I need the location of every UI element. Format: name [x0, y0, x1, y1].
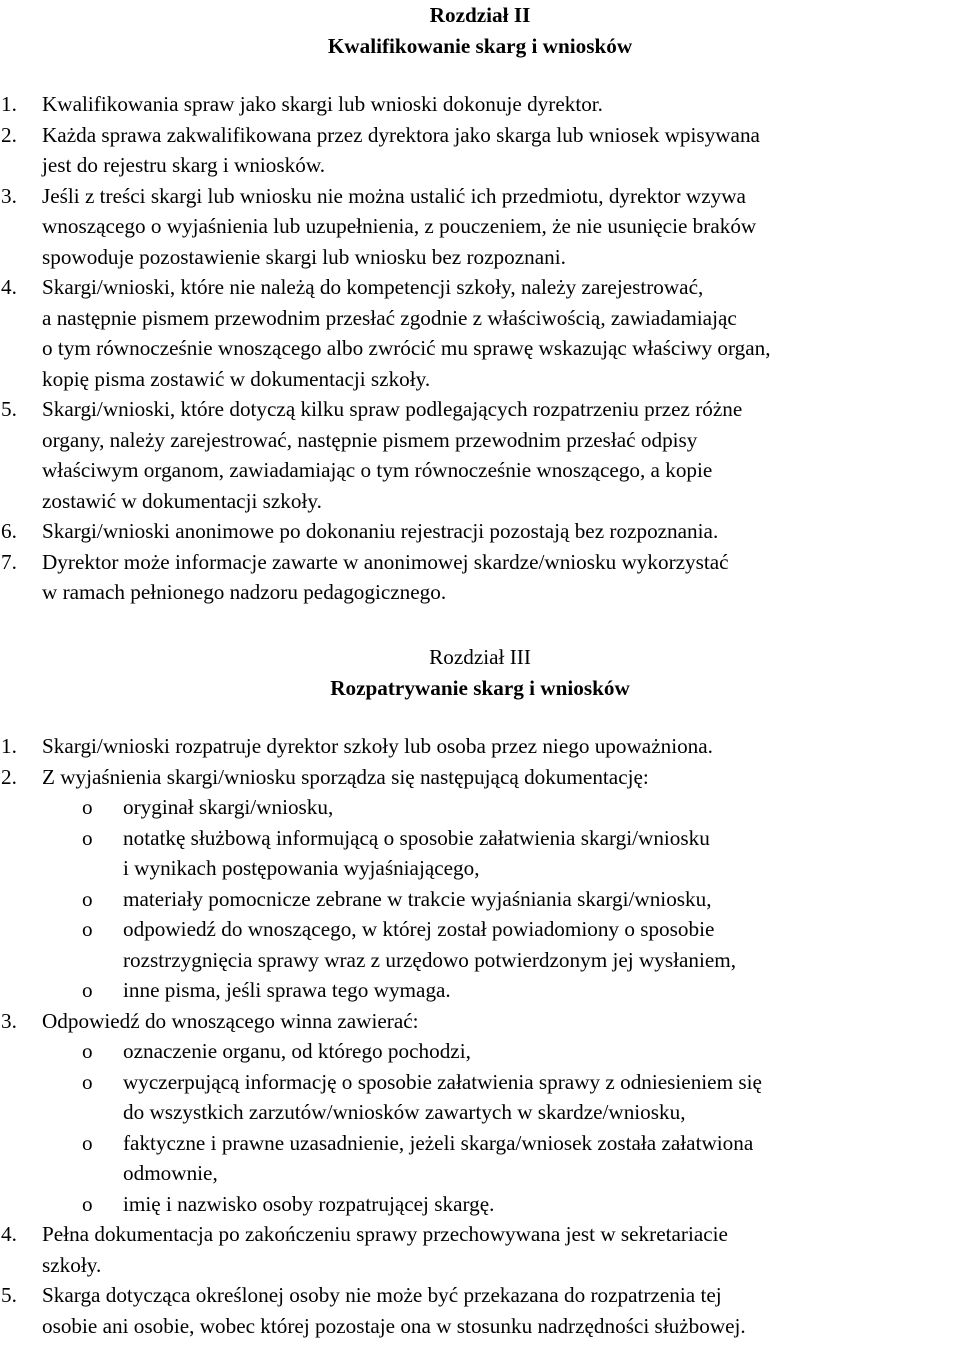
item-number: 6. [1, 519, 17, 543]
item-line: Dyrektor może informacje zawarte w anonimowej skardze/wniosku wykorzystać [42, 549, 729, 574]
sub-list-item [1, 1128, 959, 1189]
sub-item-line: rozstrzygnięcia sprawy wraz z urzędowo potwierdzonym jej wysłaniem, [123, 947, 737, 972]
item-number: 4. [1, 1222, 17, 1246]
list-item [1, 516, 959, 547]
item-line: spowoduje pozostawienie skargi lub wniosku bez rozpoznani. [42, 244, 566, 269]
item-number: 3. [1, 183, 17, 208]
sub-list-item [1, 884, 959, 915]
item-number: 1. [1, 92, 17, 116]
item-line: Skargi/wnioski, które nie należą do kompetencji szkoły, należy zarejestrować, [42, 275, 704, 299]
sub-list-item [1, 975, 959, 1006]
chapter-3-title: Rozpatrywanie skarg i wniosków [330, 675, 630, 700]
bullet-icon: o [82, 1039, 93, 1063]
bullet-icon: o [82, 886, 93, 911]
bullet-icon: o [82, 917, 93, 941]
sub-item-line: wyczerpującą informację o sposobie załatwienia sprawy z odniesieniem się [123, 1069, 762, 1094]
bullet-icon: o [82, 825, 93, 850]
item-line: Pełna dokumentacja po zakończeniu sprawy przechowywana jest w sekretariacie [42, 1222, 728, 1246]
sub-item-line: do wszystkich zarzutów/wniosków zawartych w skardze/wniosku, [123, 1100, 686, 1124]
sub-list-item [1, 823, 959, 884]
chapter-2-title: Kwalifikowanie skarg i wniosków [327, 33, 633, 58]
item-line: szkoły. [42, 1252, 102, 1277]
sub-list-item [1, 1067, 959, 1128]
sub-item-line: oznaczenie organu, od którego pochodzi, [123, 1039, 471, 1063]
sub-item-line: oryginał skargi/wniosku, [123, 795, 334, 819]
list-item [1, 120, 959, 181]
item-line: w ramach pełnionego nadzoru pedagogicznego. [42, 580, 447, 604]
item-line: Odpowiedź do wnoszącego winna zawierać: [42, 1008, 419, 1033]
item-line: organy, należy zarejestrować, następnie pismem przewodnim przesłać odpisy [42, 427, 698, 452]
bullet-icon: o [82, 1191, 93, 1216]
item-number: 5. [1, 1283, 17, 1307]
list-item [1, 1219, 959, 1280]
chapter-3-list [1, 731, 959, 1341]
item-line: kopię pisma zostawić w dokumentacji szkoły. [42, 366, 431, 391]
list-item [1, 89, 959, 120]
sub-item-line: i wynikach postępowania wyjaśniającego, [123, 856, 480, 880]
item-line: Każda sprawa zakwalifikowana przez dyrektora jako skarga lub wniosek wpisywana [42, 122, 760, 147]
item-number: 7. [1, 549, 17, 574]
sub-list-item [1, 1036, 959, 1067]
item-line: Kwalifikowania spraw jako skargi lub wnioski dokonuje dyrektor. [42, 92, 603, 116]
list-item [1, 272, 959, 394]
item-line: Skargi/wnioski, które dotyczą kilku spraw podlegających rozpatrzeniu przez różne [42, 397, 743, 421]
item-line: Skarga dotycząca określonej osoby nie może być przekazana do rozpatrzenia tej [42, 1283, 722, 1307]
item-line: Skargi/wnioski anonimowe po dokonaniu rejestracji pozostają bez rozpoznania. [42, 519, 719, 543]
sub-item-line: notatkę służbową informującą o sposobie załatwienia skargi/wniosku [123, 825, 710, 850]
item-line: o tym równocześnie wnoszącego albo zwrócić mu sprawę wskazując właściwy organ, [42, 336, 771, 360]
chapter-3-heading [0, 642, 960, 703]
bullet-icon: o [82, 795, 93, 819]
bullet-icon: o [82, 1130, 93, 1155]
chapter-3-number: Rozdział III [429, 645, 531, 669]
list-item [1, 547, 959, 608]
item-line: wnoszącego o wyjaśnienia lub uzupełnienia, z pouczeniem, że nie usunięcie braków [42, 214, 757, 238]
sub-item-line: imię i nazwisko osoby rozpatrującej skargę. [123, 1191, 495, 1216]
chapter-2-number: Rozdział II [429, 3, 531, 27]
item-number: 2. [1, 122, 17, 147]
sub-item-line: odpowiedź do wnoszącego, w której został powiadomiony o sposobie [123, 917, 715, 941]
sub-list-item [1, 792, 959, 823]
item-line: osobie ani osobie, wobec której pozostaje ona w stosunku nadrzędności służbowej. [42, 1313, 746, 1338]
chapter-2-list [1, 89, 959, 608]
item-number: 2. [1, 764, 17, 789]
item-number: 3. [1, 1008, 17, 1033]
list-item [1, 731, 959, 762]
sub-list-item [1, 914, 959, 975]
item-number: 1. [1, 734, 17, 758]
chapter-2-heading [0, 0, 960, 61]
item-line: właściwym organom, zawiadamiając o tym równocześnie wnoszącego, a kopie [42, 458, 713, 482]
item-line: Jeśli z treści skargi lub wniosku nie można ustalić ich przedmiotu, dyrektor wzywa [42, 183, 746, 208]
bullet-icon: o [82, 1069, 93, 1094]
sub-item-line: inne pisma, jeśli sprawa tego wymaga. [123, 978, 451, 1002]
item-number: 4. [1, 275, 17, 299]
item-line: Z wyjaśnienia skargi/wniosku sporządza się następującą dokumentację: [42, 764, 649, 789]
item-line: a następnie pismem przewodnim przesłać zgodnie z właściwością, zawiadamiając [42, 305, 737, 330]
item-line: Skargi/wnioski rozpatruje dyrektor szkoły lub osoba przez niego upoważniona. [42, 734, 713, 758]
list-item [1, 1280, 959, 1341]
item-line: zostawić w dokumentacji szkoły. [42, 488, 322, 513]
item-line: jest do rejestru skarg i wniosków. [42, 153, 326, 177]
sub-item-line: materiały pomocnicze zebrane w trakcie wyjaśniania skargi/wniosku, [123, 886, 712, 911]
sub-list-item [1, 1189, 959, 1220]
list-item [1, 1006, 959, 1037]
sub-item-line: faktyczne i prawne uzasadnienie, jeżeli skarga/wniosek została załatwiona [123, 1130, 754, 1155]
item-number: 5. [1, 397, 17, 421]
list-item [1, 762, 959, 793]
list-item [1, 394, 959, 516]
sub-item-line: odmownie, [123, 1161, 218, 1185]
bullet-icon: o [82, 978, 93, 1002]
list-item [1, 181, 959, 273]
